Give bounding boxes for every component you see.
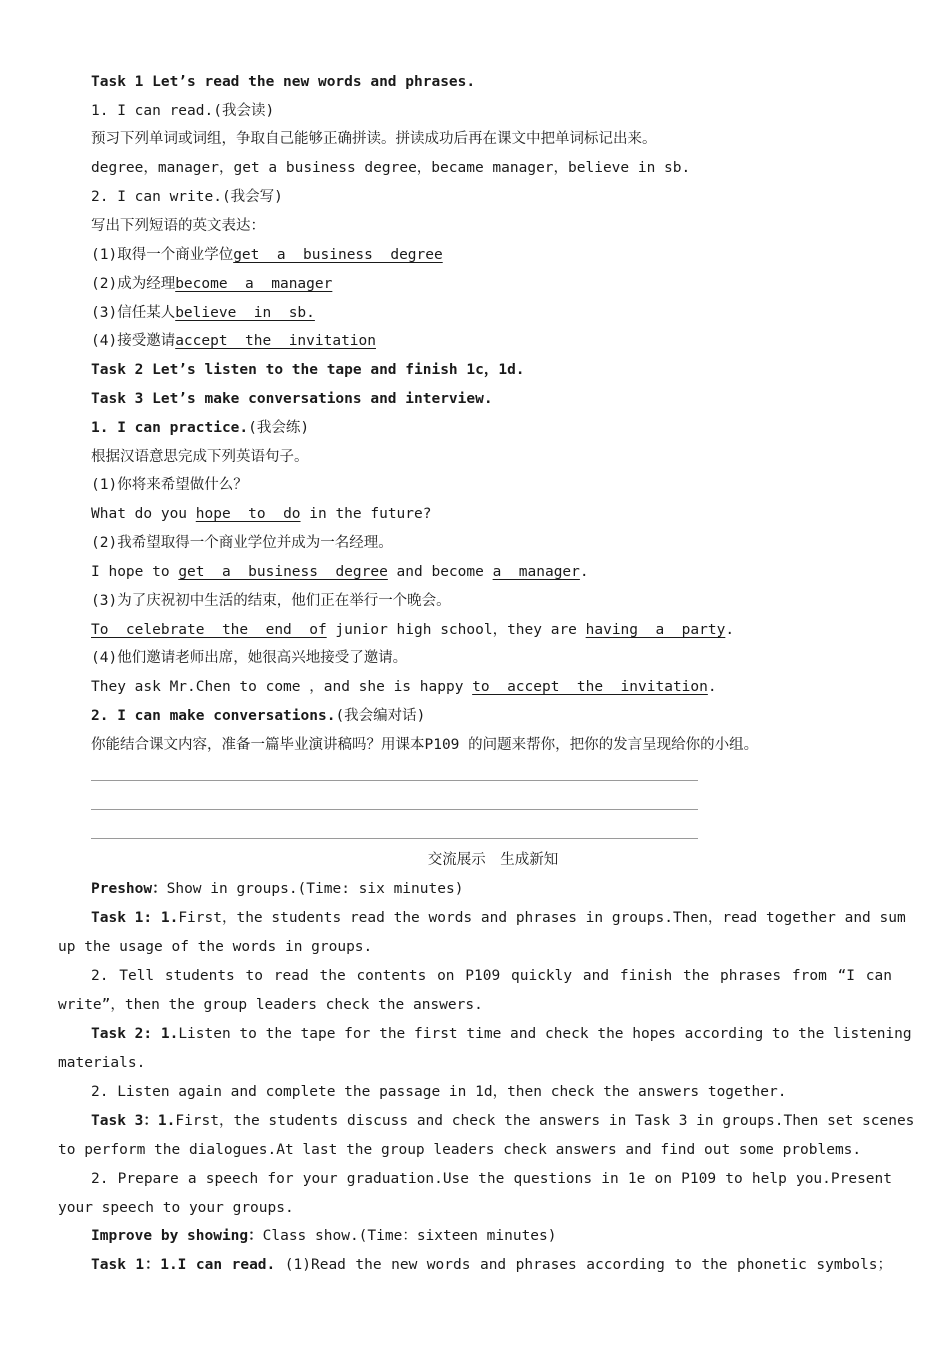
- improve-label: Improve by showing：: [91, 1228, 263, 1244]
- practice-2-english: [91, 561, 589, 583]
- last-label: Task 1：1.I can read.: [91, 1257, 276, 1273]
- write-item-4-answer: accept the invitation: [175, 333, 376, 349]
- i-can-make-heading: [91, 705, 425, 727]
- i-can-practice-en: 1. I can practice.: [91, 420, 249, 436]
- task3-step1-line2: to perform the dialogues.At last the group leaders check answers and find out some problems.: [58, 1142, 862, 1158]
- practice-3-answer-2: having a party: [585, 622, 726, 638]
- task3-step1-text: First，the students discuss and check the answers in Task 3 in groups.Then set scenes: [175, 1113, 915, 1129]
- practice-1-suffix: in the future?: [300, 506, 432, 522]
- practice-3-answer-1: To celebrate the end of: [91, 622, 327, 638]
- practice-1-prefix: What do you: [91, 506, 196, 522]
- i-can-make-en: 2. I can make conversations.: [91, 708, 336, 724]
- practice-2-middle: and become: [387, 564, 493, 580]
- task1-step2-line2: write”，then the group leaders check the answers.: [58, 997, 483, 1013]
- task2-step1-text: Listen to the tape for the first time and check the hopes according to the listening: [178, 1026, 912, 1042]
- practice-3-suffix: .: [725, 622, 735, 638]
- task2-title: Task 2 Let’s listen to the tape and finish 1c，1d.: [91, 362, 525, 378]
- write-instruction: 写出下列短语的英文表达：: [91, 218, 265, 234]
- practice-4-prefix: They ask Mr.Chen to come ，and she is happy: [91, 679, 473, 695]
- practice-2-chinese: (2)我希望取得一个商业学位并成为一名经理。: [91, 535, 393, 551]
- task1-step1-text: First，the students read the words and phrases in groups.Then，read together and sum: [178, 910, 906, 926]
- i-can-write-heading: 2. I can write.(我会写): [91, 189, 283, 205]
- practice-1-chinese: (1)你将来希望做什么？: [91, 477, 248, 493]
- last-line: [91, 1254, 892, 1276]
- task2-step1-label: Task 2: 1.: [91, 1026, 179, 1042]
- write-item-3-chinese: (3)信任某人: [91, 305, 176, 321]
- i-can-make-cn: (我会编对话): [335, 708, 426, 724]
- write-item-2-chinese: (2)成为经理: [91, 276, 176, 292]
- preshow-line: [91, 878, 463, 900]
- task1-step1-line2: up the usage of the words in groups.: [58, 939, 373, 955]
- practice-2-prefix: I hope to: [91, 564, 179, 580]
- practice-4-answer: to accept the invitation: [472, 679, 708, 695]
- answer-line-3: [91, 838, 698, 839]
- task3-step2-line2: your speech to your groups.: [58, 1200, 294, 1216]
- task1-step2-line1: 2. Tell students to read the contents on P109 quickly and finish the phrases from “I can: [91, 968, 892, 984]
- answer-line-1: [91, 780, 698, 781]
- task2-step1-line2: materials.: [58, 1055, 146, 1071]
- write-item-3-answer: believe in sb.: [175, 305, 315, 321]
- task3-title: Task 3 Let’s make conversations and interview.: [91, 391, 493, 407]
- practice-3-middle: junior high school，they are: [326, 622, 586, 638]
- practice-4-chinese: (4)他们邀请老师出席，她很高兴地接受了邀请。: [91, 650, 408, 666]
- write-item-1-answer: get a business degree: [233, 247, 443, 263]
- practice-2-answer-1: get a business degree: [178, 564, 388, 580]
- i-can-read-heading: 1. I can read.(我会读): [91, 103, 275, 119]
- preshow-text: Show in groups.(Time: six minutes): [166, 881, 464, 897]
- task3-step1-label: Task 3：1.: [91, 1113, 176, 1129]
- preshow-label: Preshow：: [91, 881, 167, 897]
- read-instruction: 预习下列单词或词组，争取自己能够正确拼读。拼读成功后再在课文中把单词标记出来。: [91, 131, 657, 147]
- last-text: (1)Read the new words and phrases according to the phonetic symbols；: [275, 1257, 892, 1273]
- write-item-4-chinese: (4)接受邀请: [91, 333, 176, 349]
- practice-2-suffix: .: [579, 564, 589, 580]
- task2-step1-line1: [91, 1023, 912, 1045]
- i-can-practice-heading: [91, 417, 309, 439]
- answer-line-2: [91, 809, 698, 810]
- practice-3-english: [91, 619, 734, 641]
- task3-step1-line1: [91, 1110, 915, 1132]
- task1-step1-label: Task 1: 1.: [91, 910, 179, 926]
- improve-text: Class show.(Time：sixteen minutes): [262, 1228, 557, 1244]
- i-can-practice-cn: (我会练): [248, 420, 310, 436]
- write-item-2: [91, 273, 332, 295]
- practice-4-suffix: .: [707, 679, 717, 695]
- word-list: degree，manager，get a business degree，became manager，believe in sb.: [91, 160, 691, 176]
- practice-2-answer-2: a manager: [492, 564, 580, 580]
- section-heading: 交流展示 生成新知: [427, 852, 559, 868]
- practice-3-chinese: (3)为了庆祝初中生活的结束，他们正在举行一个晚会。: [91, 593, 451, 609]
- practice-instruction: 根据汉语意思完成下列英语句子。: [91, 449, 309, 465]
- write-item-4: [91, 330, 376, 352]
- task2-step2-line: 2. Listen again and complete the passage in 1d，then check the answers together.: [91, 1084, 787, 1100]
- write-item-1: [91, 244, 443, 266]
- write-item-2-answer: become a manager: [175, 276, 333, 292]
- practice-1-answer: hope to do: [195, 506, 301, 522]
- task3-step2-line1: 2. Prepare a speech for your graduation.Use the questions in 1e on P109 to help you.Present: [91, 1171, 892, 1187]
- task1-title: Task 1 Let’s read the new words and phrases.: [91, 74, 476, 90]
- practice-1-english: [91, 503, 431, 525]
- improve-line: [91, 1225, 557, 1247]
- write-item-3: [91, 302, 315, 324]
- speech-instruction: 你能结合课文内容，准备一篇毕业演讲稿吗？用课本P109 的问题来帮你，把你的发言呈现给你的小组。: [91, 737, 759, 753]
- practice-4-english: [91, 676, 717, 698]
- write-item-1-chinese: (1)取得一个商业学位: [91, 247, 234, 263]
- task1-step1-line1: [91, 907, 906, 929]
